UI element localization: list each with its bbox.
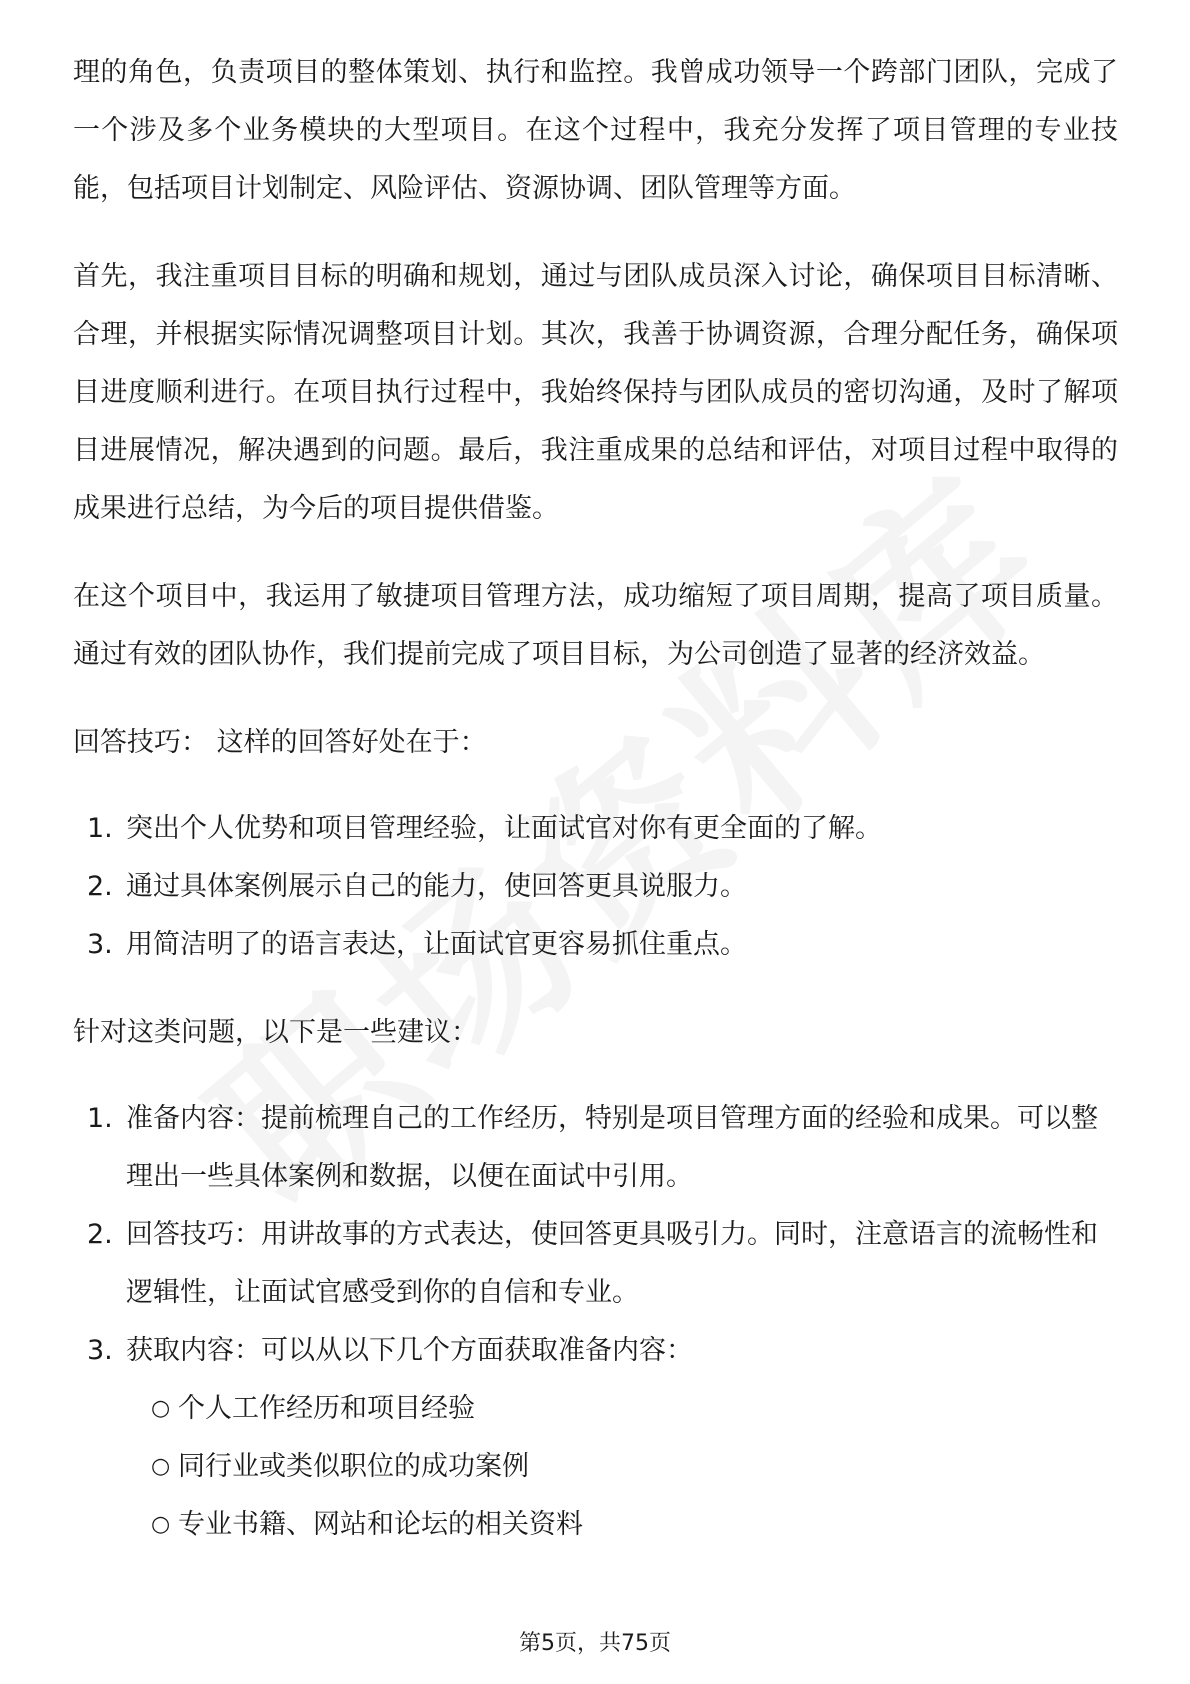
page-number: 第5页，共75页 xyxy=(519,1631,671,1656)
paragraph-2: 首先，我注重项目目标的明确和规划，通过与团队成员深入讨论，确保项目目标清晰、合理，并根据实际情况调整项目计划。其次，我善于协调资源，合理分配任务，确保项目进度顺利进行。在项目执行过程中，我始终保持与团队成员的密切沟通，及时了解项目进展情况，解决遇到的问题。最后，我注重成果的总结和评估，对项目过程中取得的成果进行总结，为今后的项目提供借鉴。 xyxy=(73,261,1118,524)
list-item xyxy=(73,1206,1118,1322)
list-item xyxy=(73,800,1118,858)
sub-list-item-text: 专业书籍、网站和论坛的相关资料 xyxy=(178,1509,583,1540)
list-number: 3. xyxy=(87,1335,113,1366)
tips-list xyxy=(73,800,1118,974)
list-item-text: 回答技巧：用讲故事的方式表达，使回答更具吸引力。同时，注意语言的流畅性和逻辑性，让面试官感受到你的自信和专业。 xyxy=(126,1219,1098,1308)
circle-bullet-icon: ○ xyxy=(151,1512,171,1537)
paragraph-3: 在这个项目中，我运用了敏捷项目管理方法，成功缩短了项目周期，提高了项目质量。通过有效的团队协作，我们提前完成了项目目标，为公司创造了显著的经济效益。 xyxy=(73,581,1118,670)
list-item-text: 准备内容：提前梳理自己的工作经历，特别是项目管理方面的经验和成果。可以整理出一些具体案例和数据，以便在面试中引用。 xyxy=(126,1103,1098,1192)
sub-list-item xyxy=(126,1438,1118,1496)
list-item xyxy=(73,858,1118,916)
list-item-text: 突出个人优势和项目管理经验，让面试官对你有更全面的了解。 xyxy=(126,813,882,844)
tips-heading: 回答技巧： 这样的回答好处在于： xyxy=(73,727,487,758)
list-number: 1. xyxy=(87,1103,113,1134)
sub-list-item xyxy=(126,1496,1118,1554)
list-number: 2. xyxy=(87,871,113,902)
list-number: 3. xyxy=(87,929,113,960)
circle-bullet-icon: ○ xyxy=(151,1454,171,1479)
list-item-text: 通过具体案例展示自己的能力，使回答更具说服力。 xyxy=(126,871,747,902)
list-item xyxy=(73,916,1118,974)
sources-list xyxy=(126,1380,1118,1554)
list-number: 1. xyxy=(87,813,113,844)
paragraph-1: 理的角色，负责项目的整体策划、执行和监控。我曾成功领导一个跨部门团队，完成了一个涉及多个业务模块的大型项目。在这个过程中，我充分发挥了项目管理的专业技能，包括项目计划制定、风险评估、资源协调、团队管理等方面。 xyxy=(73,57,1118,204)
sub-list-item-text: 个人工作经历和项目经验 xyxy=(178,1393,475,1424)
sub-list-item xyxy=(126,1380,1118,1438)
circle-bullet-icon: ○ xyxy=(151,1396,171,1421)
list-item-text: 用简洁明了的语言表达，让面试官更容易抓住重点。 xyxy=(126,929,747,960)
list-number: 2. xyxy=(87,1219,113,1250)
list-item xyxy=(73,1322,1118,1554)
sub-list-item-text: 同行业或类似职位的成功案例 xyxy=(178,1451,529,1482)
advice-list xyxy=(73,1090,1118,1554)
document-body xyxy=(73,44,1118,1584)
list-item-text: 获取内容：可以从以下几个方面获取准备内容： xyxy=(126,1335,693,1366)
list-item xyxy=(73,1090,1118,1206)
advice-heading: 针对这类问题，以下是一些建议： xyxy=(73,1017,478,1048)
